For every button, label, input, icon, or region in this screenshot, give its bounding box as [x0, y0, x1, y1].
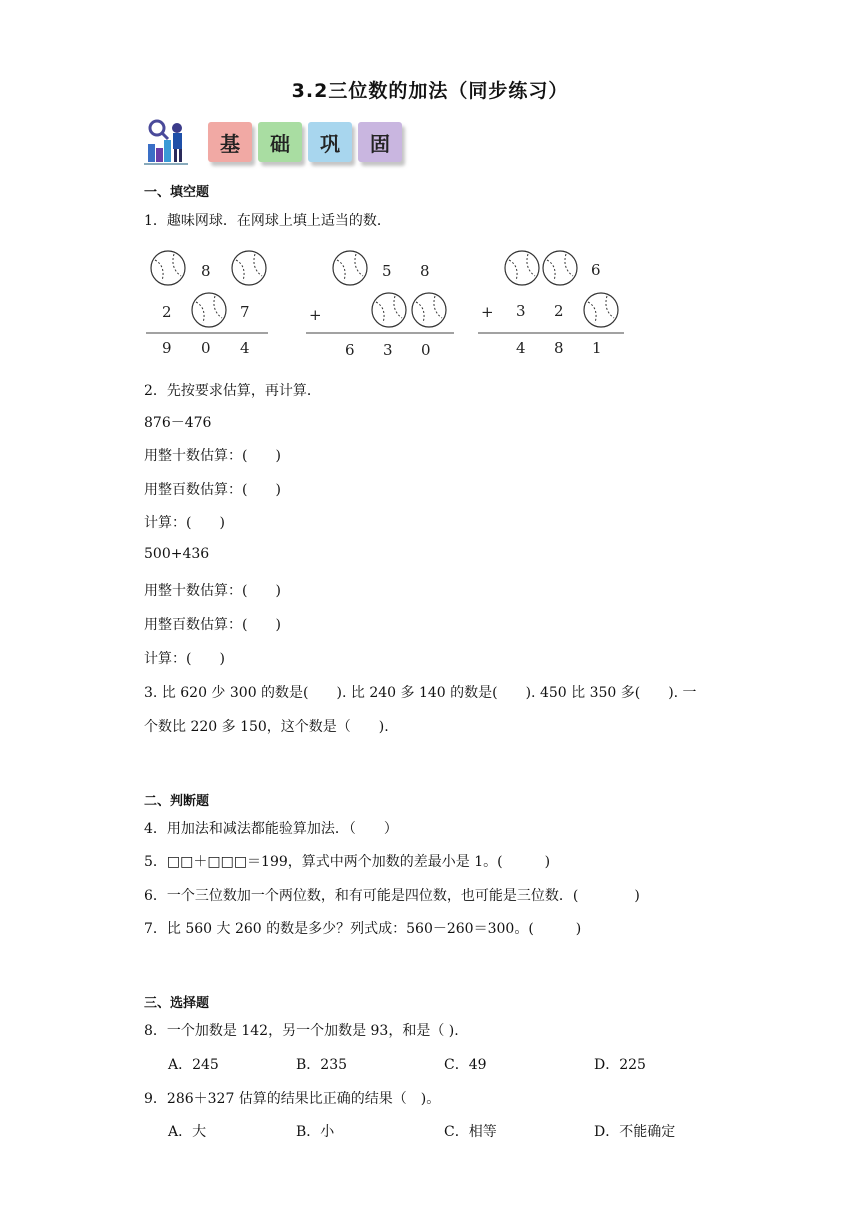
puzzle-digit: 6	[591, 261, 601, 279]
tennis-ball-icon	[232, 251, 266, 285]
question-9-option-c[interactable]: C．相等	[444, 1124, 497, 1140]
question-9-option-b[interactable]: B．小	[296, 1124, 335, 1140]
question-9-option-a[interactable]: A．大	[168, 1124, 207, 1140]
puzzle-digit: 6	[345, 341, 355, 359]
banner-tile-1: 基	[208, 122, 252, 162]
question-7-text: 7．比 560 大 260 的数是多少？列式成：560－260＝300。( )	[144, 921, 582, 937]
question-8-option-a[interactable]: A．245	[168, 1057, 219, 1073]
page-title: 3.2三位数的加法（同步练习）	[291, 80, 569, 102]
banner-tile-4: 固	[358, 122, 402, 162]
calculate-1: 计算：( )	[144, 515, 225, 531]
tennis-ball-icon	[584, 293, 618, 327]
tennis-ball-icon	[192, 293, 226, 327]
section-heading-fill-blank: 一、填空题	[144, 185, 210, 200]
tennis-ball-icon	[372, 293, 406, 327]
question-8-option-d[interactable]: D．225	[594, 1057, 646, 1073]
question-4-text: 4．用加法和减法都能验算加法．（ ）	[144, 821, 398, 837]
puzzle-digit: 1	[592, 339, 602, 357]
question-8-text: 8．一个加数是 142，另一个加数是 93，和是（ ).	[144, 1023, 459, 1039]
question-2-expression-1: 876－476	[144, 415, 212, 431]
question-3-line-1: 3. 比 620 少 300 的数是( ). 比 240 多 140 的数是( ). 450 比 350 多( ). 一	[144, 685, 697, 701]
puzzle-digit: 8	[554, 339, 564, 357]
tennis-ball-icon	[333, 251, 367, 285]
puzzle-digit: 0	[421, 341, 431, 359]
estimate-tens-1: 用整十数估算：( )	[144, 448, 281, 464]
puzzle-digit: 0	[201, 339, 211, 357]
question-6-text: 6．一个三位数加一个两位数，和有可能是四位数，也可能是三位数．( )	[144, 888, 640, 904]
tennis-ball-icon	[543, 251, 577, 285]
question-8-option-c[interactable]: C．49	[444, 1057, 487, 1073]
puzzle-digit: 4	[240, 339, 250, 357]
puzzle-plus: +	[481, 303, 494, 321]
learning-figure-icon	[144, 118, 188, 170]
puzzle-digit: 3	[383, 341, 393, 359]
puzzle-digit: 7	[240, 303, 250, 321]
question-2-expression-2: 500+436	[144, 546, 210, 562]
question-1-text: 1．趣味网球．在网球上填上适当的数．	[144, 213, 391, 229]
question-2-text: 2．先按要求估算，再计算．	[144, 383, 321, 399]
question-3-line-2: 个数比 220 多 150，这个数是（ ).	[144, 719, 389, 735]
tennis-ball-puzzles	[140, 244, 640, 364]
tennis-ball-icon	[412, 293, 446, 327]
question-9-option-d[interactable]: D．不能确定	[594, 1124, 676, 1140]
calculate-2: 计算：( )	[144, 651, 225, 667]
banner-tile-2: 础	[258, 122, 302, 162]
banner-basic-consolidation	[144, 118, 414, 170]
puzzle-1	[146, 251, 268, 357]
puzzle-digit: 8	[420, 262, 430, 280]
puzzle-digit: 2	[554, 302, 564, 320]
banner-tile-3: 巩	[308, 122, 352, 162]
tennis-ball-icon	[505, 251, 539, 285]
puzzle-digit: 9	[162, 339, 172, 357]
puzzle-2	[306, 251, 454, 359]
question-8-option-b[interactable]: B．235	[296, 1057, 348, 1073]
puzzle-digit: 4	[516, 339, 526, 357]
question-9-text: 9．286＋327 估算的结果比正确的结果（ )。	[144, 1091, 441, 1107]
puzzle-plus: +	[309, 306, 322, 324]
puzzle-digit: 5	[382, 262, 392, 280]
tennis-ball-icon	[151, 251, 185, 285]
estimate-tens-2: 用整十数估算：( )	[144, 583, 281, 599]
puzzle-3	[478, 251, 624, 357]
puzzle-digit: 2	[162, 303, 172, 321]
section-heading-multiple-choice: 三、选择题	[144, 996, 210, 1011]
puzzle-digit: 3	[516, 302, 526, 320]
question-5-text: 5．□□＋□□□＝199，算式中两个加数的差最小是 1。( )	[144, 854, 551, 870]
puzzle-digit: 8	[201, 262, 211, 280]
section-heading-true-false: 二、判断题	[144, 794, 210, 809]
estimate-hundreds-1: 用整百数估算：( )	[144, 482, 281, 498]
estimate-hundreds-2: 用整百数估算：( )	[144, 617, 281, 633]
